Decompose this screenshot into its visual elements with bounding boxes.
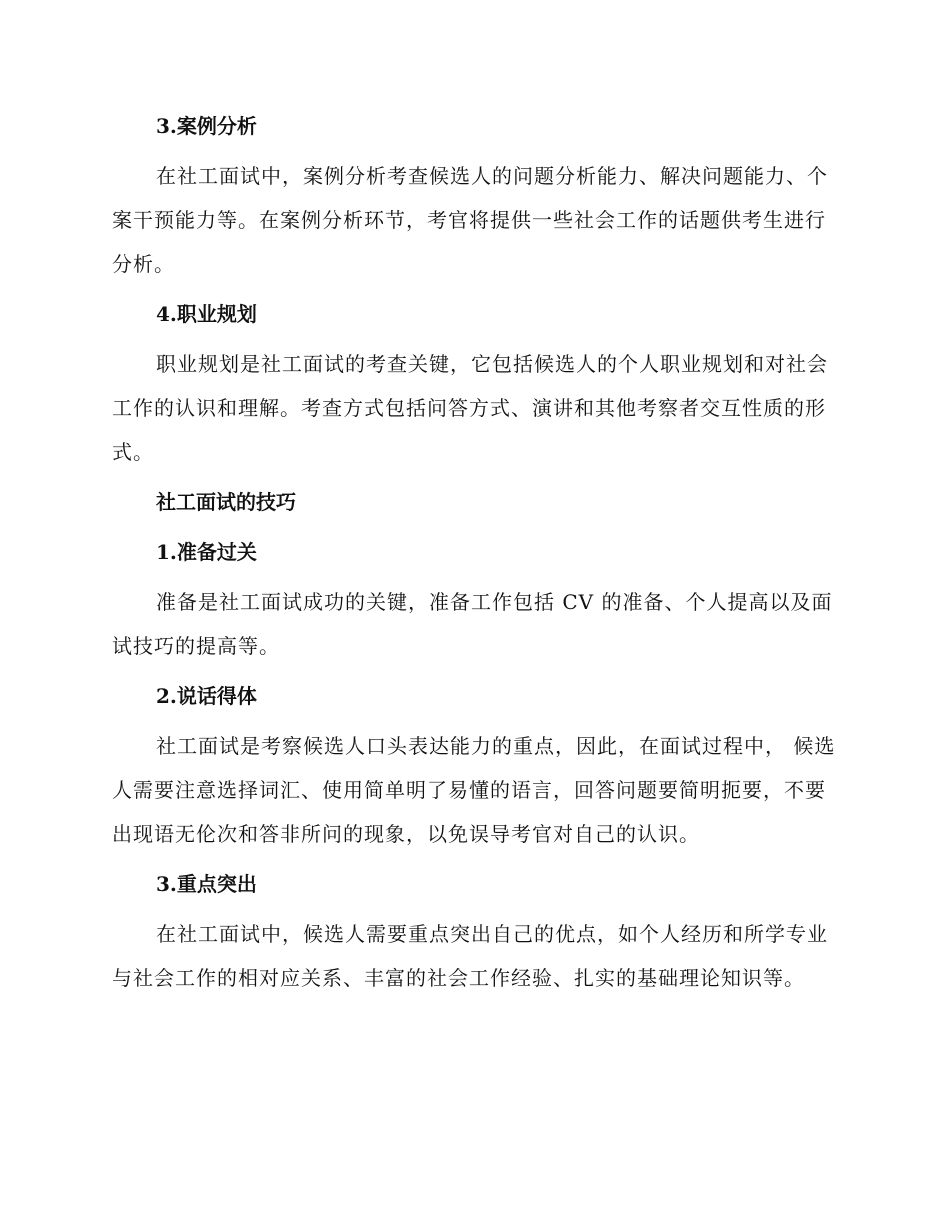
section-body-career-planning: 职业规划是社工面试的考查关键，它包括候选人的个人职业规划和对社会工作的认识和理解。考查方式包括问答方式、演讲和其他考察者交互性质的形式。 (112, 352, 828, 464)
section-body-highlights: 在社工面试中，候选人需要重点突出自己的优点，如个人经历和所学专业与社会工作的相对应关系、丰富的社会工作经验、扎实的基础理论知识等。 (112, 922, 828, 990)
section-body-case-analysis: 在社工面试中，案例分析考查候选人的问题分析能力、解决问题能力、个案干预能力等。在案例分析环节，考官将提供一些社会工作的话题供考生进行分析。 (112, 164, 828, 276)
section-heading-case-analysis: 3.案例分析 (156, 114, 257, 138)
section-heading-interview-tips: 社工面试的技巧 (156, 490, 296, 514)
document-page (112, 104, 838, 1000)
section-heading-career-planning: 4.职业规划 (156, 302, 257, 326)
section-body-preparation: 准备是社工面试成功的关键，准备工作包括 CV 的准备、个人提高以及面试技巧的提高等。 (112, 590, 833, 658)
section-heading-speaking: 2.说话得体 (156, 684, 257, 708)
section-heading-highlights: 3.重点突出 (156, 872, 257, 896)
section-body-speaking: 社工面试是考察候选人口头表达能力的重点，因此，在面试过程中， 候选人需要注意选择词汇、使用简单明了易懂的语言，回答问题要简明扼要，不要出现语无伦次和答非所问的现象，以免误导考官对自己的认识。 (112, 734, 836, 846)
section-heading-preparation: 1.准备过关 (156, 540, 257, 564)
